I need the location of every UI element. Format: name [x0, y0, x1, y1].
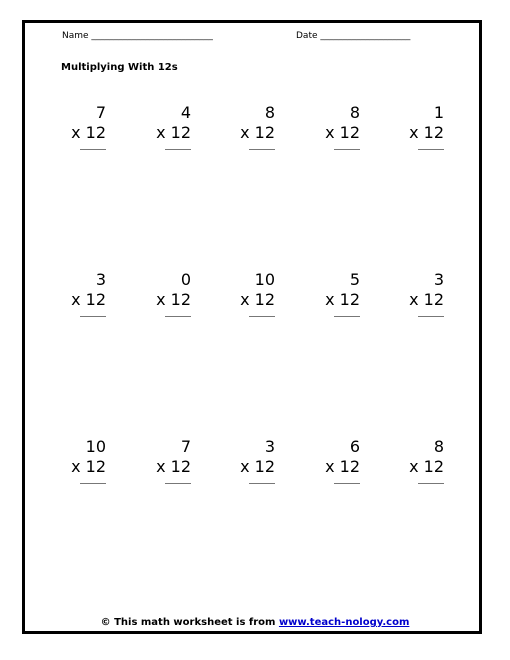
multiplier: x 12: [156, 123, 191, 142]
multiplier: x 12: [325, 123, 360, 142]
answer-line[interactable]: [334, 149, 360, 150]
problem: [215, 104, 275, 174]
answer-line[interactable]: [334, 316, 360, 317]
multiplier: x 12: [156, 290, 191, 309]
multiplicand: 3: [433, 270, 444, 289]
date-field[interactable]: Date ____________________: [296, 31, 411, 41]
multiplicand: 6: [349, 437, 360, 456]
multiplier: x 12: [240, 457, 275, 476]
problem: [46, 271, 106, 341]
answer-line[interactable]: [249, 483, 275, 484]
problem: [131, 438, 191, 508]
multiplicand: 7: [180, 437, 191, 456]
multiplicand: 3: [264, 437, 275, 456]
multiplier: x 12: [71, 457, 106, 476]
answer-line[interactable]: [334, 483, 360, 484]
problem: [384, 104, 444, 174]
problem: [300, 104, 360, 174]
multiplicand: 10: [85, 437, 106, 456]
multiplicand: 1: [433, 103, 444, 122]
problem: [384, 438, 444, 508]
teach-nology-link[interactable]: www.teach-nology.com: [278, 617, 410, 628]
multiplier: x 12: [240, 123, 275, 142]
multiplier: x 12: [71, 290, 106, 309]
answer-line[interactable]: [249, 149, 275, 150]
problem: [46, 104, 106, 174]
multiplicand: 7: [95, 103, 106, 122]
multiplicand: 3: [95, 270, 106, 289]
problem: [384, 271, 444, 341]
answer-line[interactable]: [80, 316, 106, 317]
worksheet-title: Multiplying With 12s: [61, 62, 178, 73]
multiplier: x 12: [409, 290, 444, 309]
multiplicand: 5: [349, 270, 360, 289]
multiplicand: 8: [433, 437, 444, 456]
problem-row-1: [0, 104, 510, 174]
name-field[interactable]: Name ___________________________: [62, 31, 213, 41]
answer-line[interactable]: [165, 483, 191, 484]
footer-credit: [0, 617, 510, 628]
multiplier: x 12: [156, 457, 191, 476]
problem: [46, 438, 106, 508]
problem: [300, 438, 360, 508]
multiplicand: 4: [180, 103, 191, 122]
multiplicand: 0: [180, 270, 191, 289]
answer-line[interactable]: [165, 316, 191, 317]
problem: [215, 438, 275, 508]
answer-line[interactable]: [418, 316, 444, 317]
multiplier: x 12: [325, 290, 360, 309]
multiplier: x 12: [409, 457, 444, 476]
multiplicand: 8: [264, 103, 275, 122]
problem: [131, 271, 191, 341]
multiplicand: 10: [254, 270, 275, 289]
problem: [131, 104, 191, 174]
problem-row-3: [0, 438, 510, 508]
multiplier: x 12: [240, 290, 275, 309]
multiplicand: 8: [349, 103, 360, 122]
answer-line[interactable]: [165, 149, 191, 150]
copyright-text: © This math worksheet is from: [100, 617, 279, 628]
answer-line[interactable]: [418, 483, 444, 484]
problem: [300, 271, 360, 341]
answer-line[interactable]: [418, 149, 444, 150]
multiplier: x 12: [325, 457, 360, 476]
problem: [215, 271, 275, 341]
answer-line[interactable]: [80, 483, 106, 484]
answer-line[interactable]: [80, 149, 106, 150]
multiplier: x 12: [71, 123, 106, 142]
answer-line[interactable]: [249, 316, 275, 317]
problem-row-2: [0, 271, 510, 341]
multiplier: x 12: [409, 123, 444, 142]
